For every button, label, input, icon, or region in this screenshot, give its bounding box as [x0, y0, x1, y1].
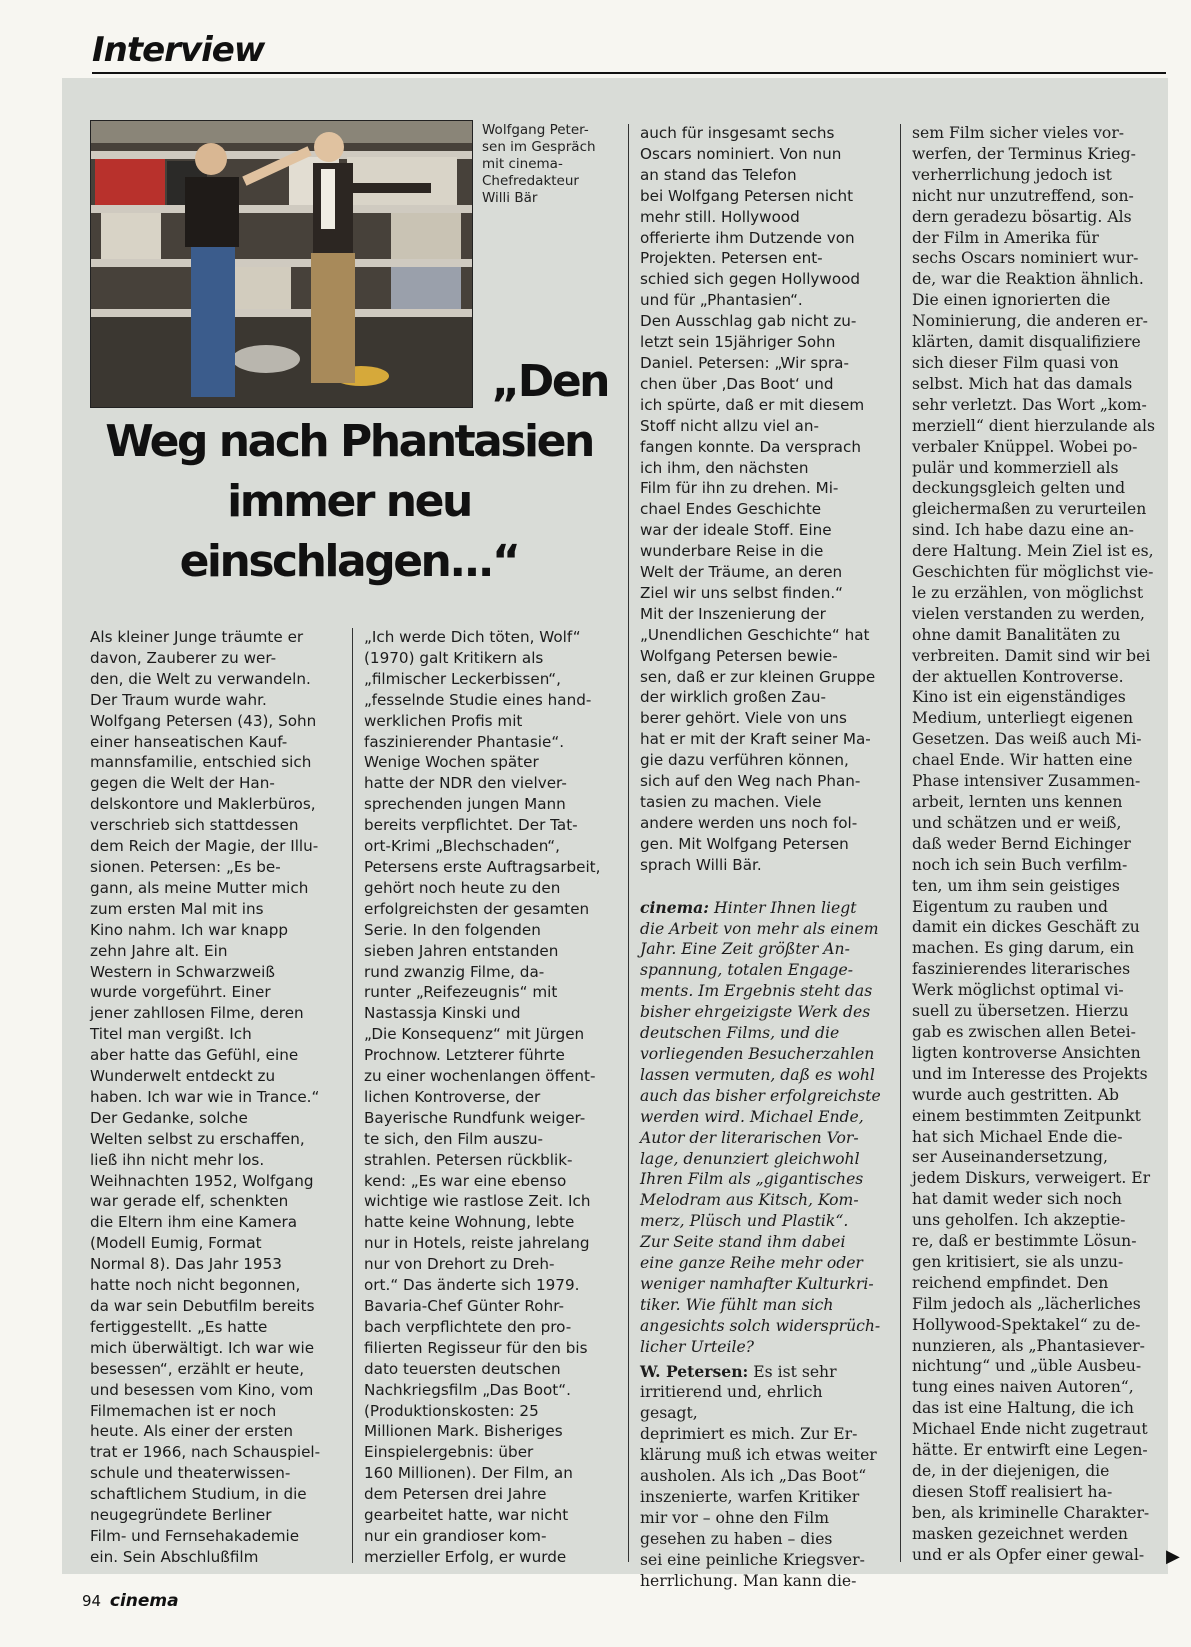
- magazine-brand: cinema: [109, 1591, 179, 1611]
- headline-line-3: immer neu: [227, 476, 471, 527]
- page-number: 94: [82, 1592, 102, 1610]
- question-lead: cinema:: [640, 897, 710, 917]
- headline-line-1: „Den: [491, 356, 608, 407]
- column-1-text: Als kleiner Junge träumte er davon, Zauberer zu wer- den, die Welt zu verwandeln. Der Traum wurde wahr. Wolfgang Petersen (43), Sohn einer hanseatischen Kauf- mannsfamilie, entschied sich gegen die Welt der Han- delskontore und Maklerbüros, verschrieb sich stattdessen dem Reich der Magie, der Illu- sionen. Petersen: „Es be- gann, als meine Mutter mich zum ersten Mal mit ins Kino nahm. Ich war knapp zehn Jahre alt. Ein Western in Schwarzweiß wurde vorgeführt. Einer jener zahllosen Filme, deren Titel man vergißt. Ich aber hatte das Gefühl, eine Wunderwelt entdeckt zu haben. Ich war wie in Trance.“ Der Gedanke, solche Welten selbst zu erschaffen, ließ ihn nicht mehr los. Weihnachten 1952, Wolfgang war gerade elf, schenkten die Eltern ihm eine Kamera (Modell Eumig, Format Normal 8). Das Jahr 1953 hatte noch nicht begonnen, da war sein Debutfilm bereits fertiggestellt. „Es hatte mich überwältigt. Ich war wie besessen“, erzählt er heute, und besessen vom Kino, vom Filmemachen ist er noch heute. Als einer der ersten trat er 1966, nach Schauspiel- schule und theaterwissen- schaftlichem Studium, in die neugegründete Berliner Film- und Fernsehakademie ein. Sein Abschlußfilm: [90, 628, 321, 1566]
- answer-paragraph: [640, 1362, 885, 1592]
- article-column-1: [90, 627, 348, 1568]
- header-rule: [92, 72, 1166, 74]
- column-3-intro: auch für insgesamt sechs Oscars nominiert. Von nun an stand das Telefon bei Wolfgang Petersen nicht mehr still. Hollywood offerierte ihm Dutzende von Projekten. Petersen ent- schied sich gegen Hollywood und für „Phantasien“. Den Ausschlag gab nicht zu- letzt sein 15jähriger Sohn Daniel. Petersen: „Wir spra- chen über ‚Das Boot‘ und ich spürte, daß er mit diesem Stoff nicht allzu viel an- fangen konnte. Da versprach ich ihm, den nächsten Film für ihn zu drehen. Mi- chael Endes Geschichte war der ideale Stoff. Eine wunderbare Reise in die Welt der Träume, an deren Ziel wir uns selbst finden.“ Mit der Inszenierung der „Unendlichen Geschichte“ hat Wolfgang Petersen bewie- sen, daß er zur kleinen Gruppe der wirklich großen Zau- berer gehört. Viele von uns hat er mit der Kraft seiner Ma- gie dazu verführen können, sich auf den Weg nach Phan- tasien zu machen. Viele andere werden uns noch fol- gen. Mit Wolfgang Petersen sprach Willi Bär.: [640, 124, 876, 874]
- column-rule-3: [900, 124, 901, 1562]
- article-column-4: [912, 123, 1162, 1566]
- column-2-text: „Ich werde Dich töten, Wolf“ (1970) galt Kritikern als „filmischer Leckerbissen“, „fesselnde Studie eines hand- werklichen Profis mit faszinierender Phantasie“. Wenige Wochen später hatte der NDR den vielver- sprechenden jungen Mann bereits verpflichtet. Der Tat- ort-Krimi „Blechschaden“, Petersens erste Auftragsarbeit, gehört noch heute zu den erfolgreichsten der gesamten Serie. In den folgenden sieben Jahren entstanden rund zwanzig Filme, da- runter „Reifezeugnis“ mit Nastassja Kinski und „Die Konsequenz“ mit Jürgen Prochnow. Letzterer führte zu einer wochenlangen öffent- lichen Kontroverse, der Bayerische Rundfunk weiger- te sich, den Film auszu- strahlen. Petersen rückblik- kend: „Es war eine ebenso wichtige wie rastlose Zeit. Ich hatte keine Wohnung, lebte nur in Hotels, reiste jahrelang nur von Drehort zu Dreh- ort.“ Das änderte sich 1979. Bavaria-Chef Günter Rohr- bach verpflichtete den pro- filierten Regisseur für den bis dato teuersten deutschen Nachkriegsfilm „Das Boot“. (Produktionskosten: 25 Millionen Mark. Bisheriges Einspielergebnis: über 160 Millionen). Der Film, an dem Petersen drei Jahre gearbeitet hatte, war nicht nur ein grandioser kom- merzieller Erfolg, er wurde: [364, 628, 601, 1566]
- photo-caption: [482, 122, 612, 207]
- right-triangle-icon: ▶: [1166, 1546, 1180, 1567]
- headline-line-2: Weg nach Phantasien: [105, 416, 593, 467]
- caption-text: Wolfgang Peter- sen im Gespräch mit cinema- Chefredakteur Willi Bär: [482, 122, 596, 206]
- question-text: Hinter Ihnen liegt die Arbeit von mehr als einem Jahr. Eine Zeit größter An- spannung, totalen Engage- ments. Im Ergebnis steht das bisher ehrgeizigste Werk des deutschen Films, und die vorliegenden Besucherzahlen lassen vermuten, daß es wohl auch das bisher erfolgreichste werden wird. Michael Ende, Autor der literarischen Vor- lage, denunziert gleichwohl Ihren Film als „gigantisches Melodram aus Kitsch, Kom- merz, Plüsch und Plastik“. Zur Seite stand ihm dabei eine ganze Reihe mehr oder weniger namhafter Kulturkri- tiker. Wie fühlt man sich angesichts solch widersprüch- licher Urteile?: [640, 898, 881, 1356]
- article-column-3: [640, 123, 885, 1592]
- column-rule-1: [352, 628, 353, 1563]
- question-paragraph: [640, 898, 885, 1358]
- headline: [90, 352, 608, 592]
- page-footer: [82, 1591, 179, 1611]
- article-column-2: [364, 627, 624, 1568]
- column-rule-2: [628, 124, 629, 1562]
- answer-text: Es ist sehr irritierend und, ehrlich gesagt, deprimiert es mich. Zur Er- klärung muß ich etwas weiter ausholen. Als ich „Das Boot“ inszenierte, warfen Kritiker mir vor – ohne den Film gesehen zu haben – dies sei eine peinliche Kriegsver- herrlichung. Man kann die-: [640, 1362, 877, 1590]
- answer-lead: W. Petersen:: [640, 1361, 749, 1381]
- column-4-text: sem Film sicher vieles vor- werfen, der Terminus Krieg- verherrlichung jedoch ist nicht nur unzutreffend, son- dern geradezu bösartig. Als der Film in Amerika für sechs Oscars nominiert wur- de, war die Reaktion ähnlich. Die einen ignorierten die Nominierung, die anderen er- klärten, damit disqualifiziere sich dieser Film quasi von selbst. Mich hat das damals sehr verletzt. Das Wort „kom- merziell“ dient hierzulande als verbaler Knüppel. Wobei po- pulär und kommerziell als deckungsgleich gelten und gleichermaßen zu verurteilen sind. Ich habe dazu eine an- dere Haltung. Mein Ziel ist es, Geschichten für möglichst vie- le zu erzählen, von möglichst vielen verstanden zu werden, ohne damit Banalitäten zu verbreiten. Damit sind wir bei der aktuellen Kontroverse. Kino ist ein eigenständiges Medium, unterliegt eigenen Gesetzen. Das weiß auch Mi- chael Ende. Wir hatten eine Phase intensiver Zusammen- arbeit, lernten uns kennen und schätzen und er weiß, daß weder Bernd Eichinger noch ich sein Buch verfilm- ten, um ihm sein geistiges Eigentum zu rauben und damit ein dickes Geschäft zu machen. Es ging darum, ein faszinierendes literarisches Werk möglichst optimal vi- suell zu übersetzen. Hierzu gab es zwischen allen Betei- ligten kontroverse Ansichten und im Interesse des Projekts wurde auch gestritten. Ab einem bestimmten Zeitpunkt hat sich Michael Ende die- ser Auseinandersetzung, jedem Diskurs, verweigert. Er hat damit weder sich noch uns geholfen. Ich akzeptie- re, daß er bestimmte Lösun- gen kritisiert, sie als unzu- reichend empfindet. Den Film jedoch als „lächerliches Hollywood-Spektakel“ zu de- nunzieren, als „Phantasiever- nichtung“ und „üble Ausbeu- tung eines naiven Autoren“, das ist eine Haltung, die ich Michael Ende nicht zugetraut hätte. Er entwirft eine Legen- de, in der diejenigen, die diesen Stoff realisiert ha- ben, als kriminelle Charakter- masken gezeichnet werden und er als Opfer einer gewal-: [912, 124, 1156, 1564]
- headline-line-4: einschlagen...“: [179, 536, 519, 587]
- section-label: Interview: [92, 30, 265, 70]
